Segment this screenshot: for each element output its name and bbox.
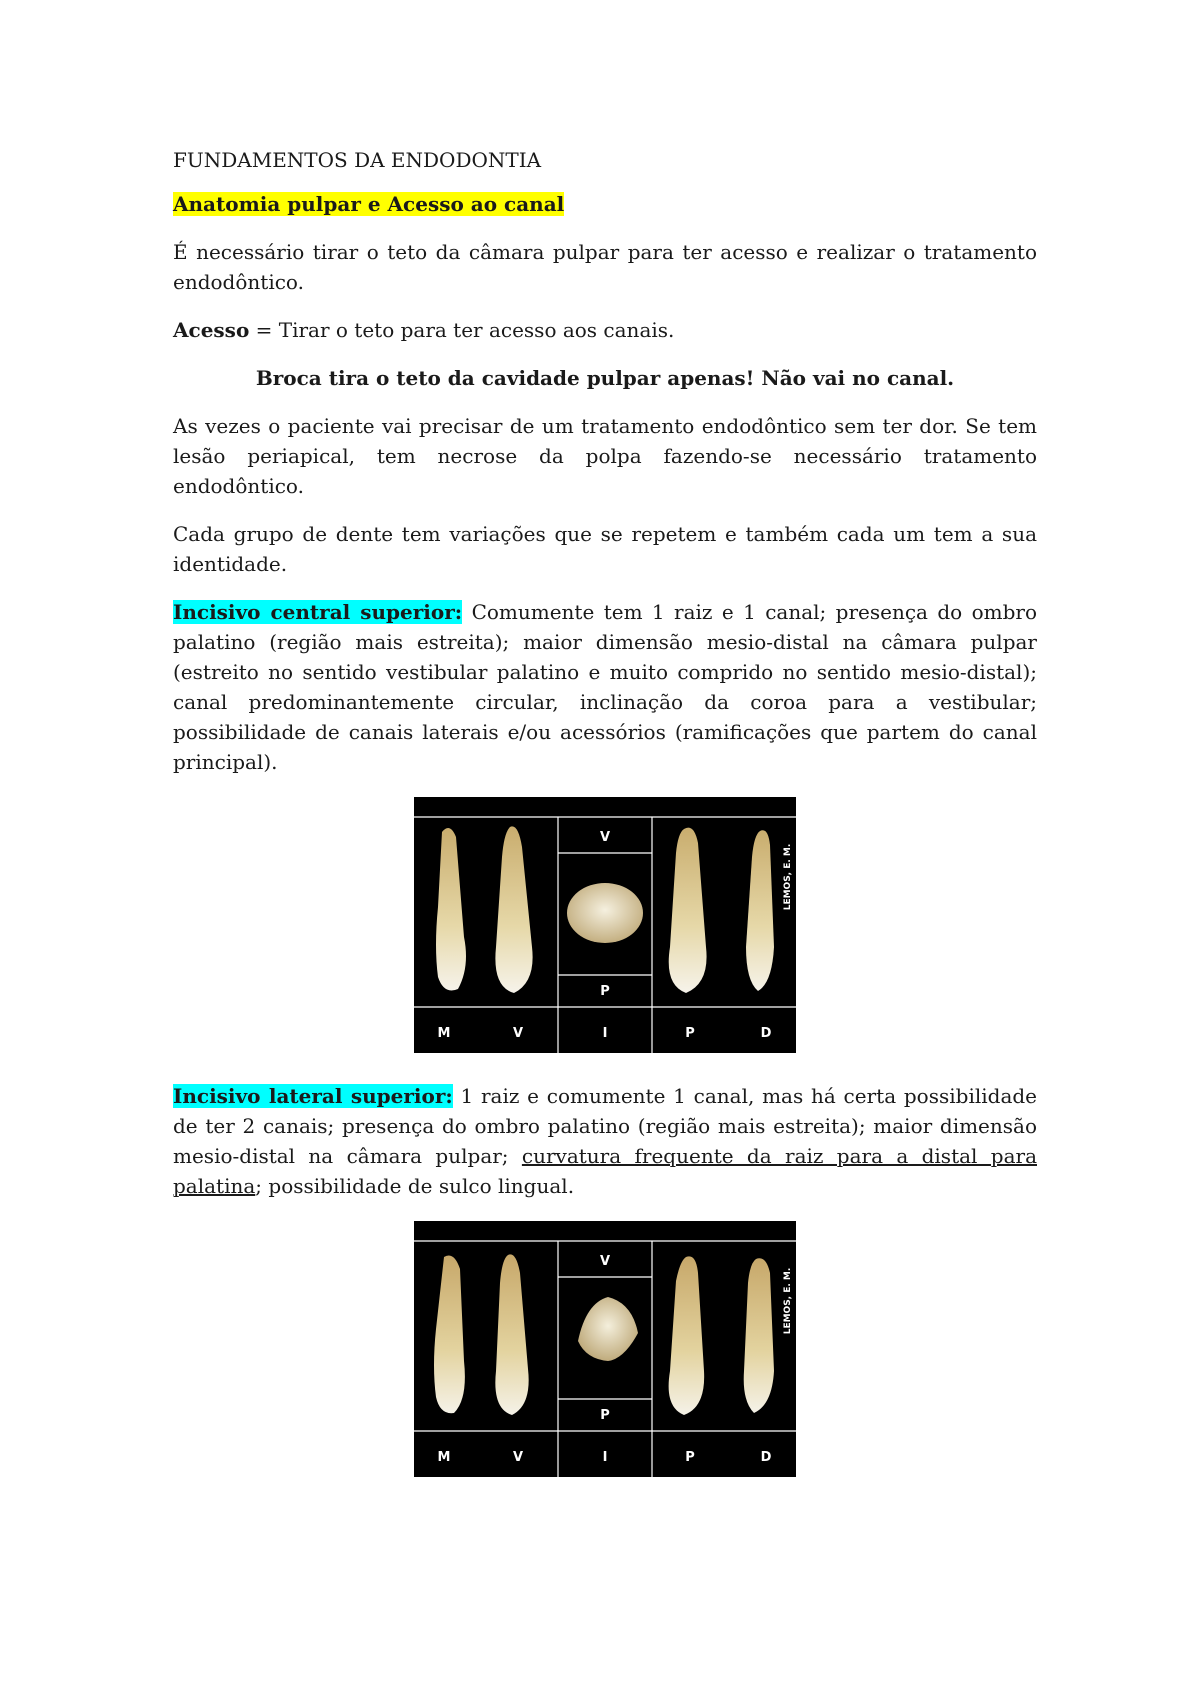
central-incisor-text: Comumente tem 1 raiz e 1 canal; presença do ombro palatino (região mais estreita); maior dimensão mesio-distal na câmara pulpar (estreito no sentido vestibular palatino e muito comprido no sentido mesio-distal); canal predominantemente circular, inclinação da coroa para a vestibular; possibilidade de canais laterais e/ou acessórios (ramificações que partem do canal principal). [173, 600, 1037, 774]
figure2-col-v: V [512, 1450, 524, 1465]
lateral-incisor-figure [414, 1221, 796, 1477]
paragraph-3-emphasis: Broca tira o teto da cavidade pulpar apenas! Não vai no canal. [255, 366, 955, 390]
figure2-watermark: LEMOS, E. M. [783, 1267, 793, 1335]
figure1-watermark: LEMOS, E. M. [783, 843, 793, 911]
document-title: FUNDAMENTOS DA ENDODONTIA [173, 148, 542, 172]
figure1-col-d: D [760, 1026, 772, 1041]
lateral-incisor-text-a: 1 raiz e comumente 1 canal, mas há certa possibilidade de ter 2 canais; presença do ombro palatino (região mais estreita); maior dimensão mesio-distal na câmara pulpar; [173, 1084, 1038, 1168]
figure2-col-p: P [685, 1450, 695, 1465]
document-body [173, 145, 1037, 1505]
figure1-col-m: M [437, 1026, 451, 1041]
figure1-col-i: I [602, 1026, 608, 1041]
access-term: Acesso [173, 318, 250, 342]
central-incisor-paragraph [173, 597, 1037, 777]
figure1-top-label: V [599, 830, 611, 845]
figure2-col-i: I [602, 1450, 608, 1465]
lateral-incisor-underlined: curvatura frequente da raiz para a distal para palatina [173, 1144, 1037, 1198]
paragraph-2 [173, 315, 1037, 345]
figure2-col-d: D [760, 1450, 772, 1465]
figure1-bottom-label: P [600, 984, 610, 999]
figure1-col-v: V [512, 1026, 524, 1041]
section-heading-paragraph [173, 189, 1037, 219]
access-definition: = Tirar o teto para ter acesso aos canais. [249, 318, 675, 342]
figure2-col-m: M [437, 1450, 451, 1465]
lateral-incisor-paragraph [173, 1081, 1037, 1201]
lateral-incisor-text-b: ; possibilidade de sulco lingual. [255, 1174, 575, 1198]
paragraph-1: É necessário tirar o teto da câmara pulpar para ter acesso e realizar o tratamento endodôntico. [173, 240, 1037, 294]
central-incisor-label: Incisivo central superior: [173, 600, 463, 624]
figure1-col-p: P [685, 1026, 695, 1041]
figure2-bottom-label: P [600, 1408, 610, 1423]
paragraph-4: As vezes o paciente vai precisar de um tratamento endodôntico sem ter dor. Se tem lesão periapical, tem necrose da polpa fazendo-se necessário tratamento endodôntico. [173, 414, 1037, 498]
central-incisor-figure [414, 797, 796, 1053]
paragraph-5: Cada grupo de dente tem variações que se repetem e também cada um tem a sua identidade. [173, 522, 1037, 576]
section-heading: Anatomia pulpar e Acesso ao canal [173, 192, 565, 216]
figure2-top-label: V [599, 1254, 611, 1269]
lateral-incisor-label: Incisivo lateral superior: [173, 1084, 453, 1108]
